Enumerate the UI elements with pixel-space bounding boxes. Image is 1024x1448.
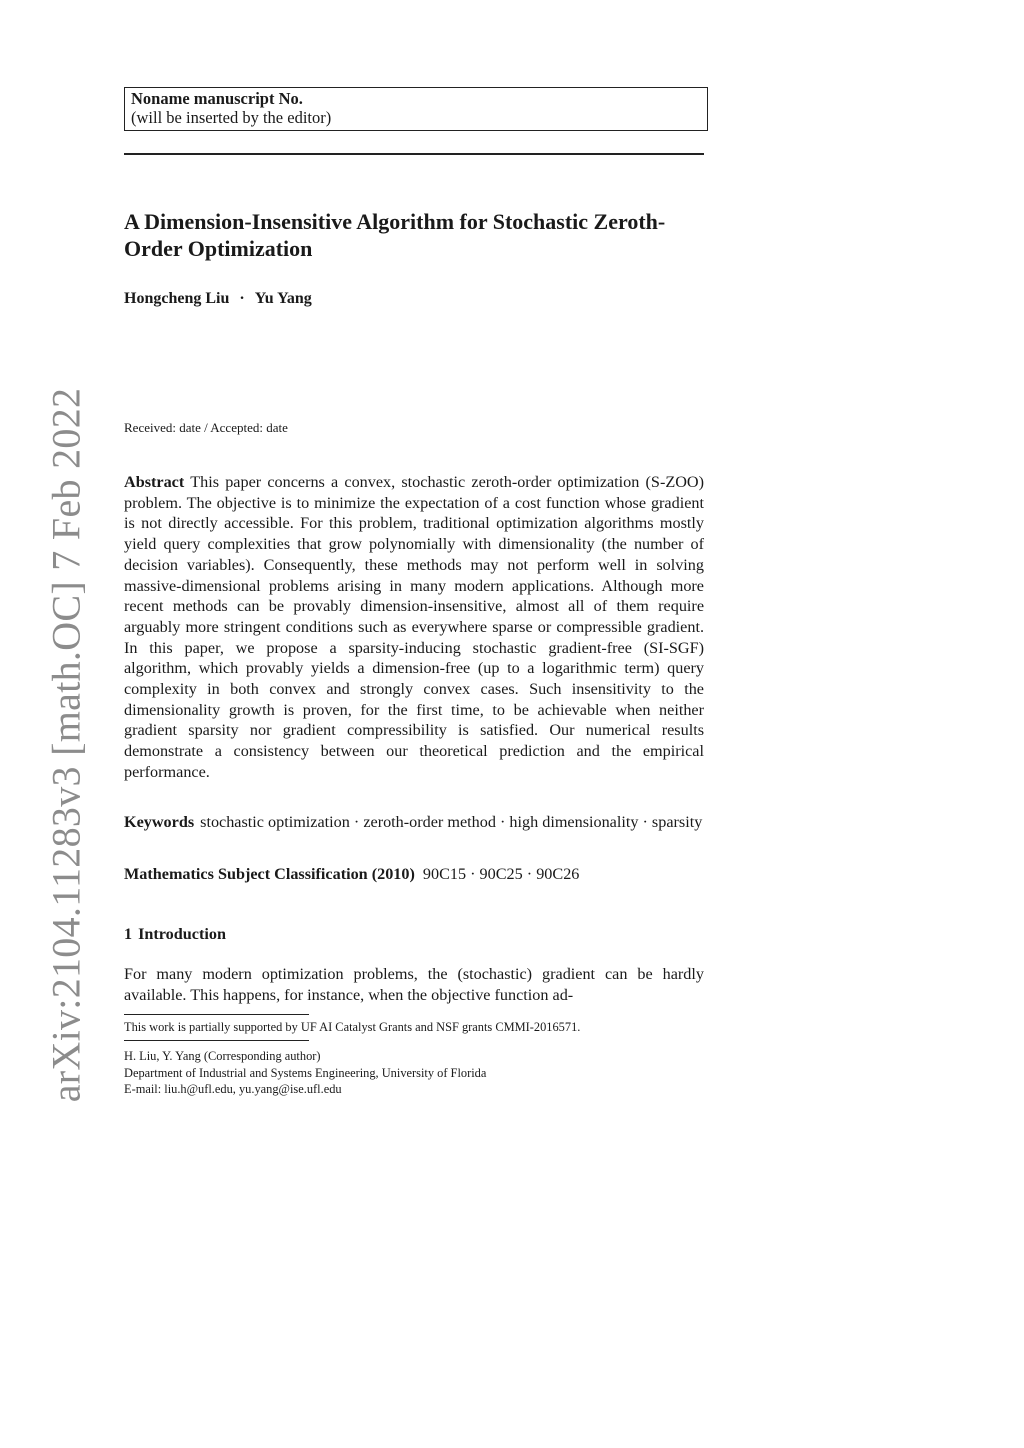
arxiv-identifier-stamp: arXiv:2104.11283v3 [math.OC] 7 Feb 2022 xyxy=(43,387,89,1103)
header-rule xyxy=(124,153,704,155)
subject-classification xyxy=(124,864,704,885)
funding-footnote: This work is partially supported by UF AI Catalyst Grants and NSF grants CMMI-2016571. xyxy=(124,1020,581,1034)
manuscript-info-box xyxy=(124,87,708,131)
msc-label: Mathematics Subject Classification (2010) xyxy=(124,865,415,883)
abstract xyxy=(124,472,704,783)
author-affiliation xyxy=(124,1048,486,1098)
keywords-label: Keywords xyxy=(124,813,195,831)
affiliation-authors: H. Liu, Y. Yang (Corresponding author) xyxy=(124,1049,321,1063)
section-title: Introduction xyxy=(138,925,226,943)
abstract-text: This paper concerns a convex, stochastic zeroth-order optimization (S-ZOO) problem. The objective is to minimize the expectation of a cost function whose gradient is not directly accessible. For this problem, traditional optimization algorithms mostly yield query complexities that grow polynomially with dimensionality (the number of decision variables). Consequently, these methods may not perform well in solving massive-dimensional problems arising in many modern applications. Although more recent methods can be provably dimension-insensitive, almost all of them require arguably more stringent conditions such as everywhere sparse or compressible gradient. In this paper, we propose a sparsity-inducing stochastic gradient-free (SI-SGF) algorithm, which provably yields a dimension-free (up to a logarithmic term) query complexity in both convex and strongly convex cases. Such insensitivity to the dimensionality growth is proven, for the first time, to be achievable when neither gradient sparsity nor gradient compressibility is satisfied. Our numerical results demonstrate a consistency between our theoretical prediction and the empirical performance. xyxy=(124,473,704,781)
affiliation-department: Department of Industrial and Systems Engineering, University of Florida xyxy=(124,1065,487,1080)
editor-note: (will be inserted by the editor) xyxy=(131,108,332,127)
footnote-rule xyxy=(124,1014,309,1015)
author-name: Hongcheng Liu xyxy=(124,290,230,307)
manuscript-number-label: Noname manuscript No. xyxy=(131,89,303,108)
keywords-text: stochastic optimization · zeroth-order method · high dimensionality · sparsity xyxy=(200,813,703,831)
author-name: Yu Yang xyxy=(254,290,312,307)
paper-title: A Dimension-Insensitive Algorithm for Stochastic Zeroth-Order Optimization xyxy=(124,209,666,261)
keywords xyxy=(124,812,704,833)
introduction-paragraph: For many modern optimization problems, the (stochastic) gradient can be hardly available. This happens, for instance, when the objective function ad- xyxy=(124,965,704,1004)
received-accepted-dates: Received: date / Accepted: date xyxy=(124,420,288,435)
author-list xyxy=(124,290,312,308)
abstract-label: Abstract xyxy=(124,473,185,491)
msc-codes: 90C15 · 90C25 · 90C26 xyxy=(422,865,580,883)
author-separator: · xyxy=(239,290,245,307)
footnote-rule xyxy=(124,1040,309,1041)
section-heading xyxy=(124,925,226,944)
section-number: 1 xyxy=(124,925,133,943)
affiliation-email: E-mail: liu.h@ufl.edu, yu.yang@ise.ufl.edu xyxy=(124,1082,342,1096)
